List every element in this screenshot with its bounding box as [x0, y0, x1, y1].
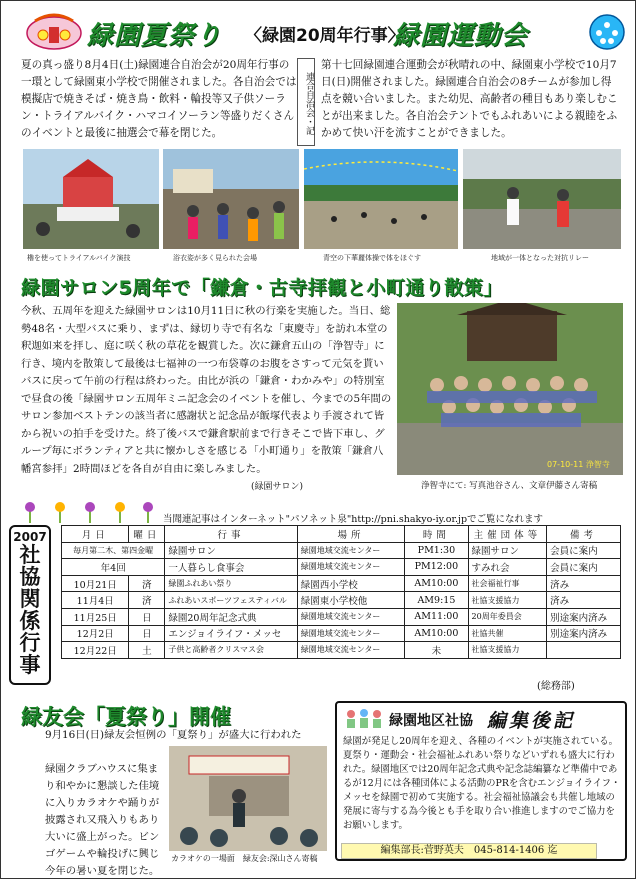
cell-event: 子供と高齢者クリスマス会: [165, 642, 297, 659]
cell-date: 年4回: [62, 559, 165, 576]
header-organizer: 主催団体等: [468, 526, 547, 543]
schedule-vertical-char: 関: [19, 587, 41, 611]
summer-festival-title: 緑園夏祭り: [87, 21, 223, 51]
editor-notes-header: [337, 703, 625, 733]
cell-time: PM1:30: [405, 542, 468, 559]
cell-organizer: すみれ会: [468, 559, 547, 576]
editor-contact: 編集部長:菅野英夫 045-814-1406 迄: [341, 843, 597, 859]
cell-event: 緑園ふれあい祭り: [165, 575, 297, 592]
schedule-vertical-title: [11, 544, 49, 676]
salon-signature: (緑園サロン): [251, 482, 304, 492]
cell-date: 12月22日: [62, 642, 129, 659]
calisthenics-photo: [304, 149, 458, 249]
cell-place: 緑園東小学校他: [297, 592, 405, 609]
schedule-table: [61, 525, 621, 659]
table-row: [62, 608, 621, 625]
cell-date: 12月2日: [62, 625, 129, 642]
cell-organizer: 緑園サロン: [468, 542, 547, 559]
relay-race-photo: [463, 149, 621, 249]
anniversary-subtitle: 〈緑園20周年行事〉: [245, 26, 405, 46]
header: [5, 7, 633, 55]
sports-day-article: 第十七回緑園連合運動会が秋晴れの中、緑園東小学校で10月7日(日)開催されました。緑園連合自治会の8チームが参加し得点を競い合いました。また幼児、高齢者の種目もあり楽しむことが出来ました。各自治会テントでもふれあいによる親睦をふかめて快い汗を流すことができました。: [321, 59, 618, 139]
cell-remarks: 別途案内済み: [547, 608, 621, 625]
header-event: 行事: [165, 526, 297, 543]
cell-event: ふれあいスポーツフェスティバル: [165, 592, 297, 609]
sports-day-title: 緑園運動会: [393, 21, 529, 51]
cell-date: 11月25日: [62, 608, 129, 625]
cell-day: 土: [129, 642, 165, 659]
schedule-vertical-char: 行: [19, 631, 41, 655]
cell-day: 済: [129, 575, 165, 592]
cell-time: 未: [405, 642, 468, 659]
photo-caption-1: 櫓を使ってトライアルバイク演技: [27, 254, 131, 262]
table-row: [62, 575, 621, 592]
trial-bike-photo: [23, 149, 159, 249]
photo-caption-4: 地域が一体となった対抗リレー: [491, 254, 589, 262]
emblem-icon: [588, 13, 626, 51]
cell-organizer: 社協支援協力: [468, 592, 547, 609]
ryokuyu-article: 緑園クラブハウスに集まり和やかに懇談した佳境に入りカラオケや踊りが披露され又飛入りもあり大いに盛上がった。ビンゴゲームや輪投げに興じ今年の暑い夏を閉じた。: [45, 763, 160, 877]
editor-notes-text: 緑園が発足し20周年を迎え、各種のイベントが実施されている。夏祭り・運動会・社会福祉ふれあい祭りなどいずれも盛大に行われた。緑園地区では20周年記念式典や記念誌編纂など準備中であるが12月には各種団体による活動のPRを含むエンジョイライフ・メッセを緑園で初めて実施する。社会福祉協議会も共催し地域の発展に寄与する為今後とも手を取り合い推進しますのでご協力をお願いします。: [343, 736, 621, 831]
internet-note: 当聞連記事はインターネット"パソネット泉"http://pni.shakyo-iy.or.jpでご覧になれます: [163, 514, 544, 525]
cell-place: 緑園地域交流センター: [297, 608, 405, 625]
table-row: [62, 592, 621, 609]
schedule-year: 2007: [13, 530, 47, 544]
editor-notes-box: [335, 701, 627, 861]
editor-notes-org: 緑園地区社協: [389, 713, 473, 729]
editor-notes-title: 編集後記: [487, 710, 576, 732]
cell-place: 緑園地域交流センター: [297, 559, 405, 576]
cell-remarks: 会員に案内: [547, 559, 621, 576]
cell-remarks: [547, 642, 621, 659]
cell-organizer: 社会福祉行事: [468, 575, 547, 592]
summer-festival-article: 夏の真っ盛り8月4日(土)緑園連合自治会が20周年行事の一環として緑園東小学校で開催されました。各自治会では模擬店で焼きそば・焼き鳥・飲料・輪投等又子供ソーラン・トライアルバイク・ハマコイソーラン等盛りだくさんのイベントと最後に抽選会で幕を閉じた。: [21, 59, 297, 139]
table-row: [62, 559, 621, 576]
cell-date: 11月4日: [62, 592, 129, 609]
cell-date: 10月21日: [62, 575, 129, 592]
header-time: 時間: [405, 526, 468, 543]
karaoke-photo: [169, 746, 327, 851]
cell-day: 済: [129, 592, 165, 609]
photo-caption-2: 浴衣姿が多く見られた会場: [173, 254, 257, 262]
cell-event: エンジョイライフ・メッセ: [165, 625, 297, 642]
group-photo: [397, 303, 623, 475]
table-row: [62, 542, 621, 559]
schedule-vertical-char: 社: [19, 543, 41, 567]
ryokuyu-intro: 9月16日(日)緑友会恒例の「夏祭り」が盛大に行われた: [45, 729, 302, 741]
karaoke-photo-caption: カラオケの一場面 緑友会:深山さん寄稿: [171, 854, 318, 863]
cell-place: 緑園地域交流センター: [297, 625, 405, 642]
group-photo-caption: 浄智寺にて: 写真池谷さん、文章伊藤さん寄稿: [421, 481, 598, 491]
yukata-venue-photo: [163, 149, 299, 249]
cell-remarks: 済み: [547, 575, 621, 592]
cell-time: AM10:00: [405, 625, 468, 642]
cell-remarks: 会員に案内: [547, 542, 621, 559]
cell-day: 日: [129, 608, 165, 625]
cell-time: AM9:15: [405, 592, 468, 609]
cell-organizer: 社協共催: [468, 625, 547, 642]
cell-organizer: 20周年委員会: [468, 608, 547, 625]
header-remarks: 備考: [547, 526, 621, 543]
schedule-vertical-char: 事: [19, 653, 41, 677]
header-place: 場所: [297, 526, 405, 543]
cell-place: 緑園西小学校: [297, 575, 405, 592]
schedule-vertical-char: 係: [19, 609, 41, 633]
cell-day: 日: [129, 625, 165, 642]
federation-note: 連合自治会・記: [297, 58, 315, 146]
photo-date-stamp: 07-10-11 浄智寺: [547, 460, 610, 469]
cell-organizer: 社協支援協力: [468, 642, 547, 659]
cell-event: 緑園サロン: [165, 542, 297, 559]
cell-event: 一人暮らし食事会: [165, 559, 297, 576]
cell-time: AM11:00: [405, 608, 468, 625]
people-icon: [343, 707, 385, 729]
cell-place: 緑園地域交流センター: [297, 542, 405, 559]
photo-caption-3: 青空の下華麗体操で体をほぐす: [323, 254, 421, 262]
header-day: 曜日: [129, 526, 165, 543]
schedule-footer: (総務部): [537, 681, 575, 692]
ryokuyu-banner: 緑友会「夏祭り」開催: [21, 705, 231, 729]
flowers-decoration-icon: [19, 499, 159, 523]
cell-place: 緑園地域交流センター: [297, 642, 405, 659]
cell-remarks: 別途案内済み: [547, 625, 621, 642]
cell-time: PM12:00: [405, 559, 468, 576]
cell-date: 毎月第二木、第四金曜: [62, 542, 165, 559]
header-date: 月日: [62, 526, 129, 543]
cell-event: 緑園20周年記念式典: [165, 608, 297, 625]
summer-festival-logo-icon: [25, 11, 83, 51]
cell-time: AM10:00: [405, 575, 468, 592]
cell-remarks: 済み: [547, 592, 621, 609]
salon-banner: 緑園サロン5周年で「鎌倉・古寺拝観と小町通り散策」: [21, 277, 503, 299]
salon-article: 今秋、五周年を迎えた緑園サロンは10月11日に秋の行楽を実施した。当日、総勢48名・大型バスに乗り、まずは、縁切り寺で有名な「東慶寺」を訪れ本堂の釈迦如来を拝し、庭に咲く秋の草花を観賞した。次に鎌倉五山の「浄智寺」に行き、境内を散策して最後は七福神の一つ布袋尊のお腹をさすって元気を貰いバスに戻って午前の行程は終わった。由比が浜の「鎌倉・わかみや」の特別室で昼食の後「緑園サロン五周年ミニ記念会のイベントを催し、今までの5年間のサロン参加ベストテンの該当者に感謝状と記念品が飯塚代表より手渡されて皆から祝いの拍手を受けた。終了後バスで鎌倉駅前まで行きそこで皆下車し、グループ毎にボランティアと共に懐かしさを感じる「小町通り」を散策「鎌倉八幡宮参拝」2時間ほどを各自が自由に楽しみました。: [21, 305, 392, 475]
schedule-vertical-char: 協: [19, 565, 41, 589]
table-row: [62, 625, 621, 642]
table-row: [62, 642, 621, 659]
schedule-label: [9, 525, 51, 685]
schedule-header-row: [62, 526, 621, 543]
